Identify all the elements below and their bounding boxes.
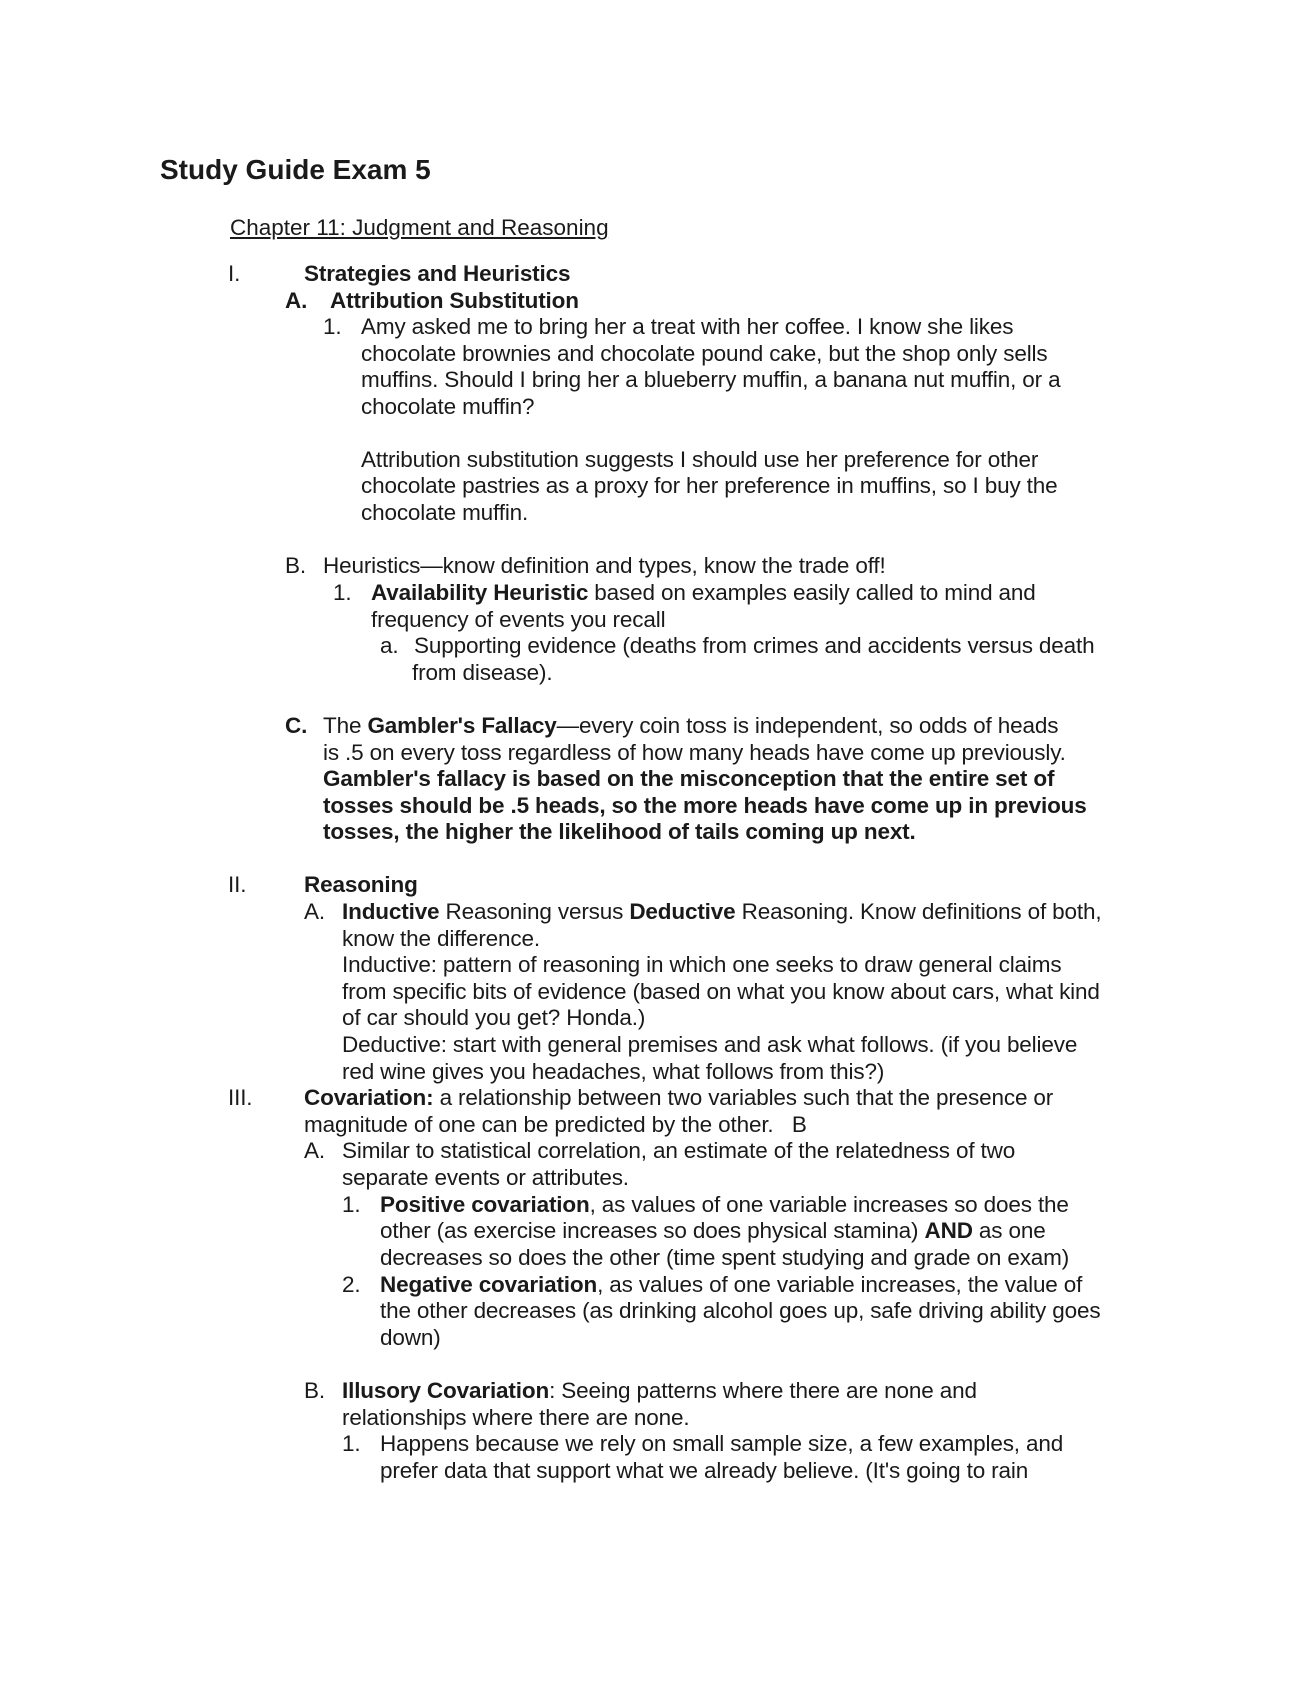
section-1-heading: Strategies and Heuristics — [304, 261, 571, 286]
section-1c-bold-line: tosses should be .5 heads, so the more heads have come up in previous — [323, 793, 1087, 818]
chapter-heading: Chapter 11: Judgment and Reasoning — [230, 215, 609, 240]
section-3a2-line: the other decreases (as drinking alcohol goes up, safe driving ability goes — [380, 1298, 1101, 1323]
section-1a1-line: chocolate brownies and chocolate pound cake, but the shop only sells — [361, 341, 1048, 366]
section-2-heading: Reasoning — [304, 872, 418, 897]
section-1-number: I. — [228, 261, 241, 286]
illusory-covariation-definition: : Seeing patterns where there are none and — [549, 1378, 977, 1403]
section-3a1-line2-post: as one — [972, 1218, 1046, 1243]
section-1b-text: Heuristics—know definition and types, know the trade off! — [323, 553, 886, 578]
section-3b-line — [342, 1377, 977, 1404]
covariation-definition: a relationship between two variables such that the presence or — [433, 1085, 1054, 1110]
illusory-covariation-term: Illusory Covariation — [342, 1378, 550, 1403]
section-2a-line: of car should you get? Honda.) — [342, 1005, 646, 1030]
section-1c-letter: C. — [285, 713, 308, 738]
negative-covariation-term: Negative covariation — [380, 1272, 598, 1297]
section-3b1-line: prefer data that support what we already believe. (It's going to rain — [380, 1458, 1029, 1483]
section-3a2-line — [380, 1271, 1082, 1298]
section-1a1-explanation: chocolate pastries as a proxy for her preference in muffins, so I buy the — [361, 473, 1058, 498]
section-2-number: II. — [228, 872, 247, 897]
section-3a1-number: 1. — [342, 1192, 361, 1217]
section-1c-bold-line: tosses, the higher the likelihood of tails coming up next. — [323, 819, 916, 844]
section-3-line — [304, 1084, 1053, 1111]
section-1a1-line: chocolate muffin? — [361, 394, 535, 419]
section-1b1a-line: from disease). — [412, 660, 553, 685]
section-3a1-line2-pre: other (as exercise increases so does physical stamina) — [380, 1218, 925, 1243]
positive-covariation-definition: , as values of one variable increases so does the — [589, 1192, 1069, 1217]
section-2a-rest: Reasoning. Know definitions of both, — [735, 899, 1102, 924]
section-3a1-line — [380, 1191, 1069, 1218]
section-1b1a-letter: a. — [380, 633, 399, 658]
section-3-number: III. — [228, 1085, 253, 1110]
section-3a2-line: down) — [380, 1325, 441, 1350]
section-2a-line: Deductive: start with general premises and ask what follows. (if you believe — [342, 1032, 1078, 1057]
section-1b-letter: B. — [285, 553, 306, 578]
section-3a1-line: decreases so does the other (time spent studying and grade on exam) — [380, 1245, 1070, 1270]
negative-covariation-definition: , as values of one variable increases, the value of — [597, 1272, 1083, 1297]
section-3-line: magnitude of one can be predicted by the other. B — [304, 1112, 807, 1137]
section-1b1a-line: Supporting evidence (deaths from crimes and accidents versus death — [414, 633, 1095, 658]
section-2a-line — [342, 898, 1101, 925]
and-emphasis: AND — [924, 1218, 973, 1243]
section-1a1-explanation: Attribution substitution suggests I should use her preference for other — [361, 447, 1039, 472]
page-title: Study Guide Exam 5 — [160, 154, 431, 185]
section-3b1-line: Happens because we rely on small sample size, a few examples, and — [380, 1431, 1064, 1456]
section-1a1-line: muffins. Should I bring her a blueberry muffin, a banana nut muffin, or a — [361, 367, 1061, 392]
section-2a-line: know the difference. — [342, 926, 540, 951]
section-1a1-line: Amy asked me to bring her a treat with her coffee. I know she likes — [361, 314, 1014, 339]
section-3b-line: relationships where there are none. — [342, 1405, 690, 1430]
inductive-term: Inductive — [342, 899, 440, 924]
section-1a-letter: A. — [285, 288, 308, 313]
section-3a1-line — [380, 1217, 1046, 1244]
section-3a-line: Similar to statistical correlation, an estimate of the relatedness of two — [342, 1138, 1016, 1163]
section-2a-letter: A. — [304, 899, 325, 924]
section-1c-line — [323, 712, 1058, 739]
section-3a-letter: A. — [304, 1138, 325, 1163]
section-2a-line: from specific bits of evidence (based on what you know about cars, what kind — [342, 979, 1100, 1004]
section-1b1-line: frequency of events you recall — [371, 607, 666, 632]
section-1b1-number: 1. — [333, 580, 352, 605]
section-1c-line: is .5 on every toss regardless of how many heads have come up previously. — [323, 740, 1066, 765]
positive-covariation-term: Positive covariation — [380, 1192, 590, 1217]
section-1c-prefix: The — [323, 713, 368, 738]
section-2a-line: Inductive: pattern of reasoning in which one seeks to draw general claims — [342, 952, 1062, 977]
gamblers-fallacy-term: Gambler's Fallacy — [367, 713, 557, 738]
section-3a2-number: 2. — [342, 1272, 361, 1297]
section-1a-heading: Attribution Substitution — [330, 288, 579, 313]
deductive-term: Deductive — [629, 899, 736, 924]
section-1a1-number: 1. — [323, 314, 342, 339]
section-2a-mid: Reasoning versus — [439, 899, 630, 924]
section-2a-line: red wine gives you headaches, what follows from this?) — [342, 1059, 885, 1084]
section-3b-letter: B. — [304, 1378, 325, 1403]
covariation-term: Covariation: — [304, 1085, 434, 1110]
section-1a1-explanation: chocolate muffin. — [361, 500, 529, 525]
availability-heuristic-definition: based on examples easily called to mind and — [588, 580, 1036, 605]
section-3b1-number: 1. — [342, 1431, 361, 1456]
section-1c-bold-line: Gambler's fallacy is based on the misconception that the entire set of — [323, 766, 1055, 791]
availability-heuristic-term: Availability Heuristic — [371, 580, 589, 605]
section-3a-line: separate events or attributes. — [342, 1165, 629, 1190]
section-1c-rest: —every coin toss is independent, so odds of heads — [556, 713, 1059, 738]
section-1b1-line — [371, 579, 1036, 606]
